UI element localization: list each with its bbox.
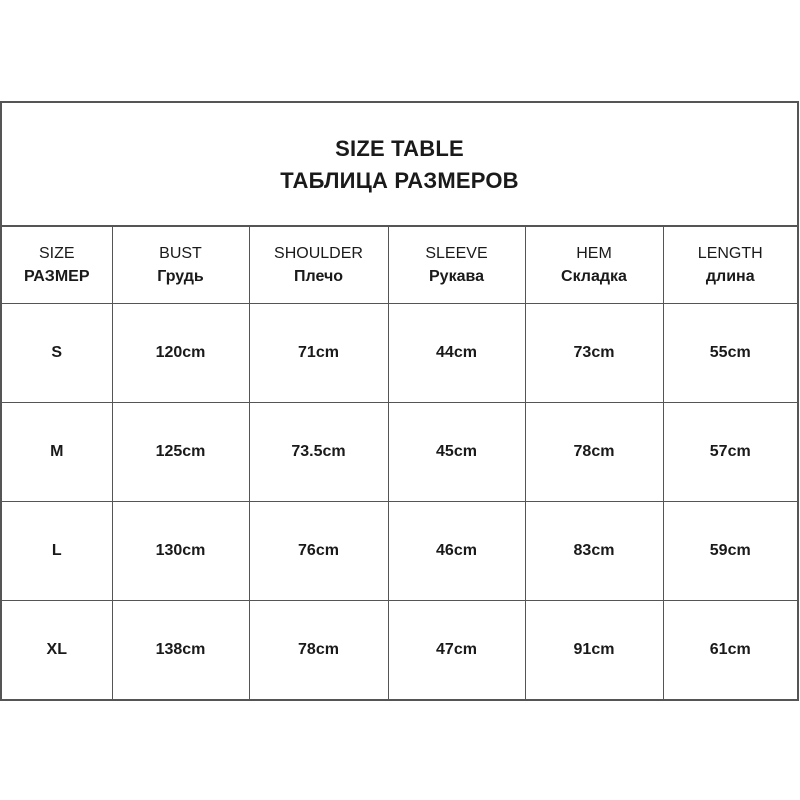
column-label-russian: длина [705,267,755,285]
column-header-shoulder [249,227,388,303]
title-line-russian: ТАБЛИЦА РАЗМЕРОВ [280,168,519,193]
header-row [2,227,797,303]
column-header-length [663,227,797,303]
size-cell: XL [2,600,112,699]
column-label-russian: Плечо [293,267,343,285]
length-cell: 61cm [709,640,751,658]
column-label-english: SIZE [38,244,75,262]
table-row [2,600,797,699]
hem-cell: 83cm [525,501,663,600]
size-cell: S [2,303,112,402]
table-title [2,103,797,227]
column-label-russian: РАЗМЕР [23,267,90,285]
column-label-russian: Складка [561,267,627,285]
size-cell: M [2,402,112,501]
column-label-english: HEM [576,244,612,262]
size-cell: L [2,501,112,600]
bust-cell: 120cm [112,303,249,402]
column-header-size [2,227,112,303]
shoulder-cell: 73.5cm [249,402,388,501]
hem-cell: 73cm [525,303,663,402]
size-grid [2,227,797,699]
hem-cell: 91cm [525,600,663,699]
sleeve-cell: 45cm [388,402,525,501]
shoulder-cell: 78cm [249,600,388,699]
column-label-english: SLEEVE [425,244,488,262]
column-label-russian: Грудь [157,267,204,285]
sleeve-cell: 47cm [388,600,525,699]
shoulder-cell: 71cm [249,303,388,402]
hem-cell: 78cm [525,402,663,501]
size-table [0,101,799,701]
column-label-russian: Рукава [429,267,484,285]
column-label-english: LENGTH [697,244,763,262]
length-cell: 55cm [663,303,797,402]
sleeve-cell: 46cm [388,501,525,600]
table-row [2,402,797,501]
length-cell: 59cm [663,501,797,600]
title-line-english: SIZE TABLE [335,136,464,161]
bust-cell: 130cm [112,501,249,600]
column-label-english: SHOULDER [274,244,363,262]
column-header-bust [112,227,249,303]
column-header-sleeve [388,227,525,303]
table-row [2,501,797,600]
shoulder-cell: 76cm [249,501,388,600]
table-row [2,303,797,402]
column-label-english: BUST [159,244,202,262]
length-cell: 57cm [663,402,797,501]
column-header-hem [525,227,663,303]
bust-cell: 138cm [112,600,249,699]
sleeve-cell: 44cm [388,303,525,402]
bust-cell: 125cm [112,402,249,501]
